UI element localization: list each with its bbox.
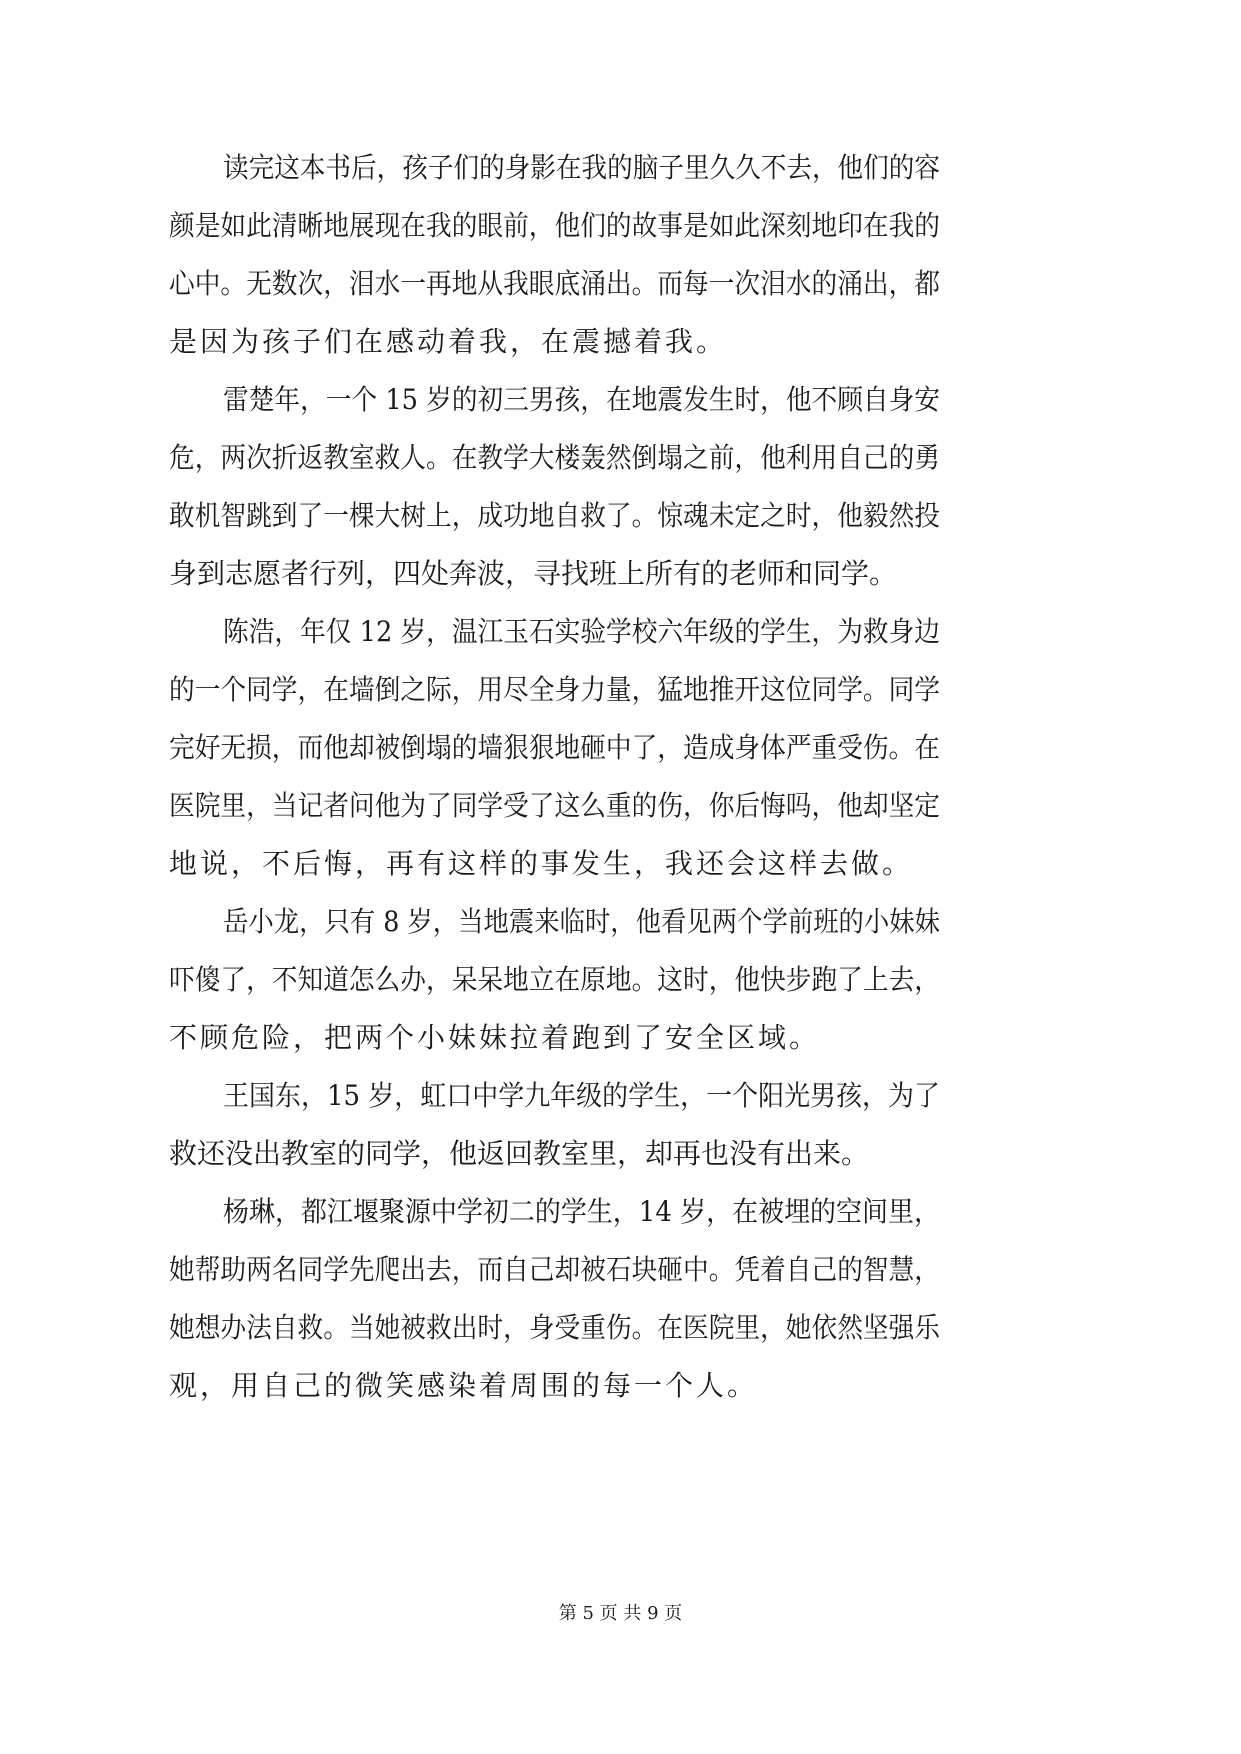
text-line-content: 身到志愿者行列，四处奔波，寻找班上所有的老师和同学。 <box>169 557 898 590</box>
page-number: 第 5 页 共 9 页 <box>558 1603 683 1624</box>
text-line-content: 救还没出教室的同学，他返回教室里，却再也没有出来。 <box>169 1137 870 1170</box>
text-line <box>0 206 1241 246</box>
text-line <box>0 844 1241 884</box>
text-line-content: 吓傻了，不知道怎么办，呆呆地立在原地。这时，他快步跑了上去， <box>169 963 940 996</box>
text-line-content: 是因为孩子们在感动着我，在震撼着我。 <box>169 325 728 358</box>
text-line <box>0 1018 1241 1058</box>
text-line <box>0 322 1241 362</box>
text-line <box>0 1076 1241 1116</box>
text-line-content: 完好无损，而他却被倒塌的墙狠狠地砸中了，造成身体严重受伤。在 <box>169 731 940 764</box>
text-line <box>0 438 1241 478</box>
text-line-content: 敢机智跳到了一棵大树上，成功地自救了。惊魂未定之时，他毅然投 <box>169 499 940 532</box>
text-line-content: 读完这本书后，孩子们的身影在我的脑子里久久不去，他们的容 <box>223 151 940 184</box>
text-line <box>0 1134 1241 1174</box>
text-line-content: 杨琳，都江堰聚源中学初二的学生，14 岁，在被埋的空间里， <box>223 1195 940 1228</box>
text-line <box>0 1308 1241 1348</box>
text-line <box>0 1366 1241 1406</box>
text-line <box>0 148 1241 188</box>
text-line <box>0 496 1241 536</box>
text-line <box>0 1192 1241 1232</box>
text-line-content: 她想办法自救。当她被救出时，身受重伤。在医院里，她依然坚强乐 <box>169 1311 940 1344</box>
text-line <box>0 554 1241 594</box>
text-line <box>0 1250 1241 1290</box>
text-line-content: 医院里，当记者问他为了同学受了这么重的伤，你后悔吗，他却坚定 <box>169 789 940 822</box>
text-line-content: 雷楚年，一个 15 岁的初三男孩，在地震发生时，他不顾自身安 <box>223 383 940 416</box>
text-line-content: 陈浩，年仅 12 岁，温江玉石实验学校六年级的学生，为救身边 <box>223 615 940 648</box>
text-line-content: 心中。无数次，泪水一再地从我眼底涌出。而每一次泪水的涌出，都 <box>169 267 940 300</box>
text-line <box>0 264 1241 304</box>
text-line-content: 地说，不后悔，再有这样的事发生，我还会这样去做。 <box>169 847 914 880</box>
text-line-content: 颜是如此清晰地展现在我的眼前，他们的故事是如此深刻地印在我的 <box>169 209 940 242</box>
text-line <box>0 380 1241 420</box>
text-line-content: 她帮助两名同学先爬出去，而自己却被石块砸中。凭着自己的智慧， <box>169 1253 940 1286</box>
text-line-content: 的一个同学，在墙倒之际，用尽全身力量，猛地推开这位同学。同学 <box>169 673 940 706</box>
text-line <box>0 786 1241 826</box>
text-line-content: 危，两次折返教室救人。在教学大楼轰然倒塌之前，他利用自己的勇 <box>169 441 940 474</box>
text-line <box>0 902 1241 942</box>
text-line-content: 观，用自己的微笑感染着周围的每一个人。 <box>169 1369 759 1402</box>
text-line-content: 岳小龙，只有 8 岁，当地震来临时，他看见两个学前班的小妹妹 <box>223 905 940 938</box>
text-line <box>0 670 1241 710</box>
text-line-content: 不顾危险，把两个小妹妹拉着跑到了安全区域。 <box>169 1021 821 1054</box>
text-line <box>0 960 1241 1000</box>
text-line <box>0 612 1241 652</box>
text-line-content: 王国东，15 岁，虹口中学九年级的学生，一个阳光男孩，为了 <box>223 1079 940 1112</box>
text-line <box>0 728 1241 768</box>
